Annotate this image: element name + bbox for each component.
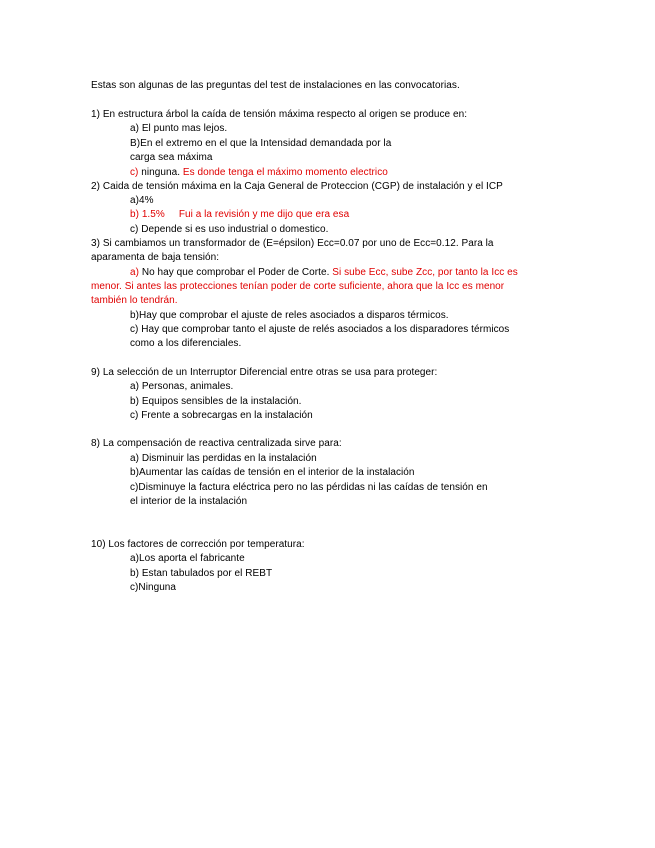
q10-answer-a: a)Los aporta el fabricante	[130, 553, 245, 564]
q1-answer-a: a) El punto mas lejos.	[130, 123, 228, 134]
q9-answer-c: c) Frente a sobrecargas en la instalación	[130, 410, 313, 421]
intro-text: Estas son algunas de las preguntas del test de instalaciones en las convocatorias.	[91, 80, 460, 91]
q3-answer-a-note-line1: Si sube Ecc, sube Zcc, por tanto la Icc es	[332, 267, 518, 278]
q9-answer-a: a) Personas, animales.	[130, 381, 234, 392]
q1-answer-c	[130, 166, 388, 179]
question-3-line1: 3) Si cambiamos un transformador de (E=épsilon) Ecc=0.07 por uno de Ecc=0.12. Para la	[91, 238, 494, 249]
q3-answer-a	[130, 266, 518, 279]
q8-answer-c-line1: c)Disminuye la factura eléctrica pero no las pérdidas ni las caídas de tensión en	[130, 482, 488, 493]
q3-answer-b: b)Hay que comprobar el ajuste de reles asociados a disparos térmicos.	[130, 310, 449, 321]
q1-answer-b-line2: carga sea máxima	[130, 152, 213, 163]
q9-answer-b: b) Equipos sensibles de la instalación.	[130, 396, 302, 407]
q2-answer-a: a)4%	[130, 195, 154, 206]
q1-answer-c-note: Es donde tenga el máximo momento electrico	[182, 167, 388, 178]
q3-answer-a-note-line2: menor. Si antes las protecciones tenían poder de corte suficiente, ahora que la Icc es menor	[91, 281, 505, 292]
q3-answer-a-letter: a)	[130, 267, 139, 278]
q3-answer-c-line2: como a los diferenciales.	[130, 338, 242, 349]
q2-answer-c: c) Depende si es uso industrial o domestico.	[130, 224, 329, 235]
question-1: 1) En estructura árbol la caída de tensión máxima respecto al origen se produce en:	[91, 109, 468, 120]
q2-answer-b-value: b) 1.5%	[130, 209, 165, 220]
q8-answer-b: b)Aumentar las caídas de tensión en el interior de la instalación	[130, 467, 415, 478]
q10-answer-c: c)Ninguna	[130, 582, 177, 593]
q1-answer-c-text: ninguna.	[138, 167, 183, 178]
q3-answer-a-note-line3: también lo tendrán.	[91, 295, 178, 306]
q2-answer-b-note: Fui a la revisión y me dijo que era esa	[178, 209, 350, 220]
q3-answer-c-line1: c) Hay que comprobar tanto el ajuste de relés asociados a los disparadores térmicos	[130, 324, 510, 335]
question-10: 10) Los factores de corrección por temperatura:	[91, 539, 305, 550]
question-8: 8) La compensación de reactiva centralizada sirve para:	[91, 438, 342, 449]
question-3-line2: aparamenta de baja tensión:	[91, 252, 220, 263]
q10-answer-b: b) Estan tabulados por el REBT	[130, 568, 273, 579]
q8-answer-c-line2: el interior de la instalación	[130, 496, 248, 507]
question-2: 2) Caida de tensión máxima en la Caja General de Proteccion (CGP) de instalación y el ICP	[91, 181, 503, 192]
q8-answer-a: a) Disminuir las perdidas en la instalación	[130, 453, 317, 464]
q1-answer-c-letter: c)	[130, 167, 139, 178]
question-9: 9) La selección de un Interruptor Diferencial entre otras se usa para proteger:	[91, 367, 438, 378]
q3-answer-a-text: No hay que comprobar el Poder de Corte.	[139, 267, 333, 278]
q2-answer-b	[130, 208, 349, 221]
q1-answer-b-line1: B)En el extremo en el que la Intensidad demandada por la	[130, 138, 392, 149]
